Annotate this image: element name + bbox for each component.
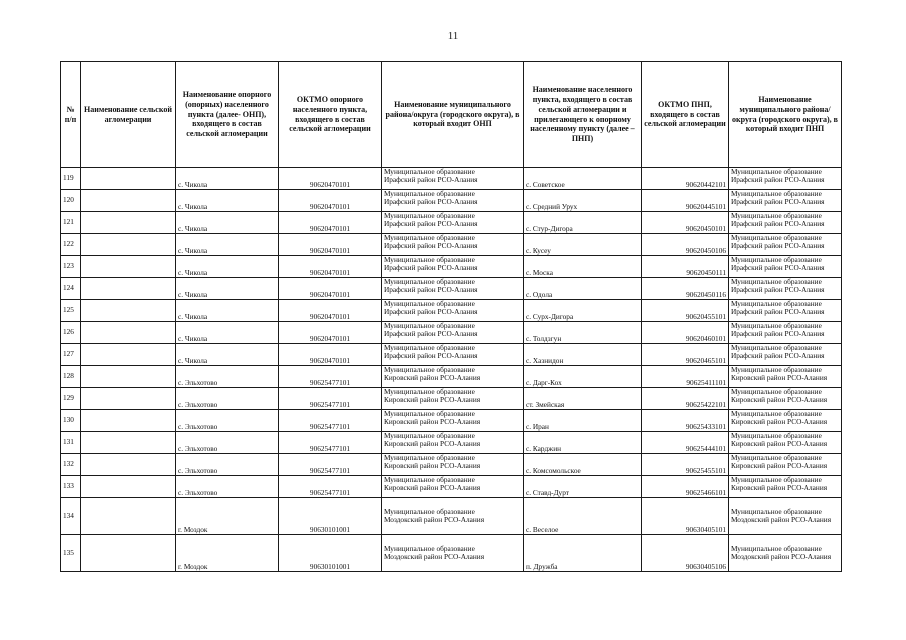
municipality-onp-line-2: Ирафский район РСО-Алания [384,263,478,273]
oktmo-onp-cell: 90625477101 [279,476,382,498]
municipality-pnp-line-2: Ирафский район РСО-Алания [731,285,825,295]
oktmo-onp-cell: 90625477101 [279,432,382,454]
oktmo-onp-cell: 90620470101 [279,300,382,322]
reference-settlement-cell: с. Эльхотово [176,366,279,388]
oktmo-pnp-cell: 90620465101 [642,344,729,366]
municipality-pnp-line-2: Кировский район РСО-Алания [731,373,828,383]
table-row [61,190,842,212]
table-row [61,535,842,572]
header-row [61,62,842,168]
municipality-onp-cell [382,535,524,572]
oktmo-onp-cell: 90620470101 [279,256,382,278]
oktmo-onp-cell: 90630101001 [279,498,382,535]
header-reference-settlement: Наименование опорного (опорных) населенного пункта (далее- ОНП), входящего в состав сельской агломерации [176,62,279,168]
reference-settlement-cell: с. Эльхотово [176,410,279,432]
row-number: 131 [61,432,81,454]
municipality-pnp-line-2: Ирафский район РСО-Алания [731,219,825,229]
row-number: 130 [61,410,81,432]
oktmo-onp-cell: 90625477101 [279,454,382,476]
oktmo-onp-cell: 90625477101 [279,410,382,432]
municipality-pnp-line-1: Муниципальное образование [731,543,822,553]
table-row [61,322,842,344]
municipality-pnp-line-2: Ирафский район РСО-Алания [731,307,825,317]
agglomeration-cell [81,168,176,190]
oktmo-pnp-cell: 90625444101 [642,432,729,454]
adjacent-settlement-cell: с. Дарг-Кох [524,366,642,388]
oktmo-pnp-cell: 90630405106 [642,535,729,572]
header-municipality-pnp: Наименование муниципального района/округа (городского округа), в который входит ПНП [729,62,842,168]
reference-settlement-cell: с. Чикола [176,278,279,300]
municipality-pnp-line-1: Муниципальное образование [731,506,822,516]
municipality-onp-line-1: Муниципальное образование [384,409,475,418]
table-row [61,388,842,410]
row-number: 128 [61,366,81,388]
municipality-pnp-line-2: Моздокский район РСО-Алания [731,515,832,524]
municipality-onp-line-1: Муниципальное образование [384,475,475,484]
municipality-pnp-cell [729,190,842,212]
header-num: № п/п [61,62,81,168]
agglomeration-cell [81,234,176,256]
municipality-pnp-cell [729,498,842,535]
municipality-pnp-line-1: Муниципальное образование [731,167,822,176]
reference-settlement-cell: с. Чикола [176,344,279,366]
municipality-onp-cell [382,322,524,344]
row-number: 125 [61,300,81,322]
row-number: 122 [61,234,81,256]
oktmo-pnp-cell: 90625422101 [642,388,729,410]
oktmo-pnp-cell: 90620442101 [642,168,729,190]
table-row [61,432,842,454]
header-agglomeration: Наименование сельской агломерации [81,62,176,168]
header-oktmo-pnp: ОКТМО ПНП, входящего в состав сельской агломерации [642,62,729,168]
oktmo-pnp-cell: 90630405101 [642,498,729,535]
adjacent-settlement-cell: с. Ставд-Дурт [524,476,642,498]
adjacent-settlement-cell: с. Кусеу [524,234,642,256]
row-number: 127 [61,344,81,366]
municipality-onp-line-1: Муниципальное образование [384,277,475,286]
municipality-pnp-line-1: Муниципальное образование [731,189,822,198]
row-number: 121 [61,212,81,234]
agglomeration-cell [81,278,176,300]
adjacent-settlement-cell: с. Комсомольское [524,454,642,476]
municipality-pnp-line-2: Ирафский район РСО-Алания [731,241,825,251]
oktmo-onp-cell: 90620470101 [279,190,382,212]
municipality-onp-line-1: Муниципальное образование [384,506,475,516]
adjacent-settlement-cell: с. Веселое [524,498,642,535]
municipality-onp-line-1: Муниципальное образование [384,211,475,220]
municipality-pnp-cell [729,535,842,572]
municipality-pnp-line-2: Кировский район РСО-Алания [731,483,828,493]
agglomeration-cell [81,256,176,278]
reference-settlement-cell: г. Моздок [176,535,279,572]
reference-settlement-cell: с. Эльхотово [176,454,279,476]
municipality-onp-line-2: Кировский район РСО-Алания [384,461,481,471]
agglomeration-cell [81,344,176,366]
municipality-onp-cell [382,432,524,454]
municipality-pnp-cell [729,432,842,454]
municipality-pnp-line-2: Ирафский район РСО-Алания [731,175,825,185]
oktmo-pnp-cell: 90620445101 [642,190,729,212]
header-oktmo-onp: ОКТМО опорного населенного пункта, входящего в состав сельской агломерации [279,62,382,168]
municipality-pnp-line-1: Муниципальное образование [731,321,822,330]
municipality-pnp-line-1: Муниципальное образование [731,277,822,286]
municipality-pnp-line-1: Муниципальное образование [731,387,822,396]
header-adjacent-settlement: Наименование населенного пункта, входящего в состав сельской агломерации и прилегающего к опорному населенному пункту (далее – ПНП) [524,62,642,168]
adjacent-settlement-cell: с. Хазнидон [524,344,642,366]
municipality-onp-line-1: Муниципальное образование [384,233,475,242]
municipality-onp-line-1: Муниципальное образование [384,365,475,374]
oktmo-pnp-cell: 90625455101 [642,454,729,476]
adjacent-settlement-cell: с. Сурх-Дигора [524,300,642,322]
oktmo-pnp-cell: 90625433101 [642,410,729,432]
adjacent-settlement-cell: с. Средний Урух [524,190,642,212]
agglomeration-cell [81,535,176,572]
municipality-onp-line-1: Муниципальное образование [384,343,475,352]
table-row [61,234,842,256]
municipality-onp-line-2: Ирафский район РСО-Алания [384,241,478,251]
oktmo-onp-cell: 90620470101 [279,168,382,190]
header-municipality-onp: Наименование муниципального района/округа (городского округа), в который входит ОНП [382,62,524,168]
municipality-onp-cell [382,278,524,300]
oktmo-pnp-cell: 90620450101 [642,212,729,234]
adjacent-settlement-cell: с. Советское [524,168,642,190]
table-body [61,168,842,572]
municipality-pnp-line-1: Муниципальное образование [731,365,822,374]
municipality-pnp-line-2: Кировский район РСО-Алания [731,439,828,449]
municipality-onp-line-1: Муниципальное образование [384,255,475,264]
adjacent-settlement-cell: с. Одола [524,278,642,300]
table-row [61,410,842,432]
municipality-onp-line-1: Муниципальное образование [384,387,475,396]
municipality-pnp-line-2: Ирафский район РСО-Алания [731,197,825,207]
oktmo-pnp-cell: 90620455101 [642,300,729,322]
municipality-pnp-line-2: Ирафский район РСО-Алания [731,329,825,339]
municipality-onp-line-2: Ирафский район РСО-Алания [384,329,478,339]
municipality-pnp-cell [729,476,842,498]
oktmo-onp-cell: 90630101001 [279,535,382,572]
municipality-pnp-line-1: Муниципальное образование [731,255,822,264]
municipality-onp-cell [382,366,524,388]
table-row [61,366,842,388]
row-number: 119 [61,168,81,190]
reference-settlement-cell: с. Чикола [176,322,279,344]
row-number: 133 [61,476,81,498]
oktmo-pnp-cell: 90620450111 [642,256,729,278]
oktmo-pnp-cell: 90625466101 [642,476,729,498]
agglomeration-table [60,61,842,572]
agglomeration-cell [81,366,176,388]
municipality-pnp-line-1: Муниципальное образование [731,233,822,242]
municipality-onp-cell [382,190,524,212]
municipality-pnp-line-1: Муниципальное образование [731,475,822,484]
reference-settlement-cell: с. Чикола [176,168,279,190]
municipality-pnp-cell [729,300,842,322]
adjacent-settlement-cell: с. Иран [524,410,642,432]
adjacent-settlement-cell: с. Стур-Дигора [524,212,642,234]
municipality-onp-cell [382,498,524,535]
row-number: 124 [61,278,81,300]
agglomeration-cell [81,432,176,454]
agglomeration-cell [81,476,176,498]
municipality-onp-cell [382,410,524,432]
municipality-pnp-line-1: Муниципальное образование [731,431,822,440]
table-row [61,212,842,234]
municipality-onp-cell [382,212,524,234]
municipality-pnp-cell [729,410,842,432]
municipality-onp-line-2: Ирафский район РСО-Алания [384,219,478,229]
municipality-onp-line-2: Ирафский район РСО-Алания [384,175,478,185]
table-row [61,278,842,300]
municipality-onp-cell [382,256,524,278]
municipality-onp-cell [382,234,524,256]
municipality-onp-cell [382,344,524,366]
row-number: 134 [61,498,81,535]
table-row [61,476,842,498]
adjacent-settlement-cell: ст. Змейская [524,388,642,410]
municipality-pnp-cell [729,168,842,190]
table-row [61,344,842,366]
municipality-onp-line-2: Ирафский район РСО-Алания [384,351,478,361]
row-number: 120 [61,190,81,212]
municipality-onp-line-2: Ирафский район РСО-Алания [384,307,478,317]
row-number: 126 [61,322,81,344]
oktmo-onp-cell: 90620470101 [279,234,382,256]
agglomeration-cell [81,322,176,344]
municipality-pnp-cell [729,344,842,366]
oktmo-onp-cell: 90620470101 [279,344,382,366]
municipality-pnp-cell [729,388,842,410]
municipality-onp-cell [382,388,524,410]
municipality-pnp-line-2: Кировский район РСО-Алания [731,395,828,405]
oktmo-pnp-cell: 90620450116 [642,278,729,300]
oktmo-pnp-cell: 90625411101 [642,366,729,388]
municipality-onp-line-2: Ирафский район РСО-Алания [384,197,478,207]
agglomeration-cell [81,300,176,322]
municipality-pnp-line-1: Муниципальное образование [731,343,822,352]
reference-settlement-cell: с. Чикола [176,212,279,234]
municipality-onp-line-2: Кировский район РСО-Алания [384,439,481,449]
oktmo-onp-cell: 90625477101 [279,388,382,410]
municipality-onp-cell [382,168,524,190]
oktmo-onp-cell: 90625477101 [279,366,382,388]
municipality-onp-cell [382,300,524,322]
oktmo-pnp-cell: 90620450106 [642,234,729,256]
row-number: 135 [61,535,81,572]
municipality-pnp-line-1: Муниципальное образование [731,299,822,308]
table-row [61,168,842,190]
municipality-pnp-cell [729,366,842,388]
agglomeration-cell [81,212,176,234]
municipality-onp-line-2: Кировский район РСО-Алания [384,417,481,427]
adjacent-settlement-cell: с. Карджин [524,432,642,454]
municipality-onp-line-2: Кировский район РСО-Алания [384,395,481,405]
municipality-onp-line-1: Муниципальное образование [384,543,475,553]
row-number: 132 [61,454,81,476]
municipality-pnp-line-2: Ирафский район РСО-Алания [731,263,825,273]
municipality-onp-line-1: Муниципальное образование [384,453,475,462]
municipality-pnp-cell [729,256,842,278]
oktmo-onp-cell: 90620470101 [279,212,382,234]
oktmo-onp-cell: 90620470101 [279,322,382,344]
municipality-pnp-line-1: Муниципальное образование [731,211,822,220]
row-number: 123 [61,256,81,278]
municipality-pnp-cell [729,212,842,234]
oktmo-onp-cell: 90620470101 [279,278,382,300]
agglomeration-cell [81,388,176,410]
agglomeration-cell [81,190,176,212]
municipality-pnp-line-2: Ирафский район РСО-Алания [731,351,825,361]
reference-settlement-cell: с. Чикола [176,234,279,256]
municipality-onp-line-1: Муниципальное образование [384,167,475,176]
reference-settlement-cell: с. Чикола [176,190,279,212]
reference-settlement-cell: с. Эльхотово [176,388,279,410]
page-number: 11 [447,30,459,42]
municipality-onp-line-2: Ирафский район РСО-Алания [384,285,478,295]
municipality-onp-cell [382,476,524,498]
municipality-onp-line-2: Моздокский район РСО-Алания [384,515,485,524]
oktmo-pnp-cell: 90620460101 [642,322,729,344]
municipality-onp-cell [382,454,524,476]
reference-settlement-cell: с. Эльхотово [176,432,279,454]
table-row [61,498,842,535]
municipality-onp-line-2: Кировский район РСО-Алания [384,373,481,383]
municipality-onp-line-1: Муниципальное образование [384,431,475,440]
municipality-pnp-line-1: Муниципальное образование [731,409,822,418]
municipality-pnp-cell [729,454,842,476]
municipality-pnp-cell [729,234,842,256]
municipality-onp-line-2: Кировский район РСО-Алания [384,483,481,493]
agglomeration-cell [81,410,176,432]
municipality-pnp-line-2: Моздокский район РСО-Алания [731,552,832,561]
adjacent-settlement-cell: п. Дружба [524,535,642,572]
municipality-onp-line-1: Муниципальное образование [384,189,475,198]
municipality-onp-line-2: Моздокский район РСО-Алания [384,552,485,561]
table-row [61,300,842,322]
reference-settlement-cell: с. Чикола [176,256,279,278]
adjacent-settlement-cell: с. Моска [524,256,642,278]
agglomeration-cell [81,498,176,535]
table-row [61,256,842,278]
reference-settlement-cell: г. Моздок [176,498,279,535]
table-row [61,454,842,476]
municipality-pnp-cell [729,278,842,300]
municipality-pnp-line-1: Муниципальное образование [731,453,822,462]
municipality-pnp-line-2: Кировский район РСО-Алания [731,417,828,427]
municipality-onp-line-1: Муниципальное образование [384,321,475,330]
reference-settlement-cell: с. Эльхотово [176,476,279,498]
municipality-pnp-cell [729,322,842,344]
adjacent-settlement-cell: с. Толдзгун [524,322,642,344]
agglomeration-cell [81,454,176,476]
row-number: 129 [61,388,81,410]
municipality-onp-line-1: Муниципальное образование [384,299,475,308]
reference-settlement-cell: с. Чикола [176,300,279,322]
municipality-pnp-line-2: Кировский район РСО-Алания [731,461,828,471]
